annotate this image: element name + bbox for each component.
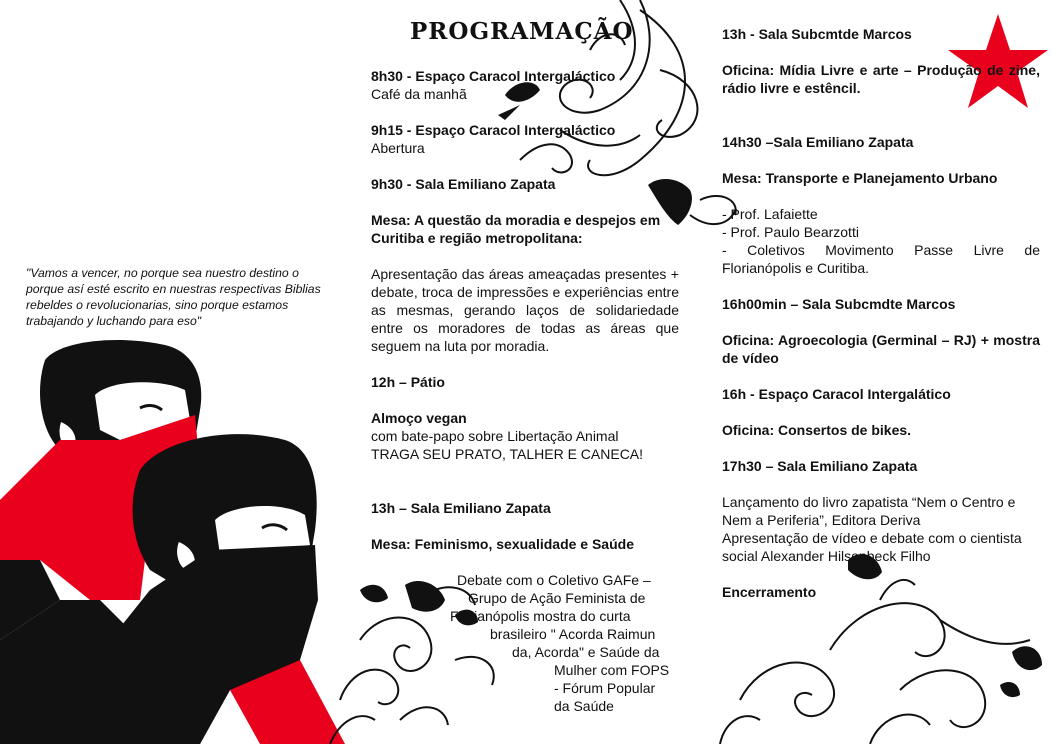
speaker-item: - Coletivos Movimento Passe Livre de Florianópolis e Curitiba.: [722, 242, 1040, 276]
session-heading: 16h - Espaço Caracol Intergalático: [722, 386, 951, 402]
session-heading: 12h – Pátio: [371, 374, 445, 390]
closing-label: Encerramento: [722, 584, 817, 600]
session-line: com bate-papo sobre Libertação Animal: [371, 428, 619, 444]
session-title: Oficina: Consertos de bikes.: [722, 422, 912, 438]
description-line: Debate com o Coletivo GAFe –: [457, 572, 651, 588]
session-title: Mesa: A questão da moradia e despejos em Curitiba e região metropolitana:: [371, 212, 661, 246]
zapatista-quote: "Vamos a vencer, no porque sea nuestro destino o porque así esté escrito en nuestras respectivas Biblias rebeldes o revolucionarias, sino porque estamos trabajando y luchando para eso": [26, 266, 321, 328]
session-heading: 17h30 – Sala Emiliano Zapata: [722, 458, 918, 474]
session-line: TRAGA SEU PRATO, TALHER E CANECA!: [371, 446, 644, 462]
description-line: Florianópolis mostra do curta: [450, 608, 631, 624]
description-line: Grupo de Ação Feminista de: [468, 590, 646, 606]
description-line: - Fórum Popular: [554, 680, 656, 696]
feminism-description: [430, 571, 670, 715]
description-line: da, Acorda" e Saúde da: [512, 644, 660, 660]
session-heading: 9h15 - Espaço Caracol Intergaláctico: [371, 122, 616, 138]
session-title: Mesa: Transporte e Planejamento Urbano: [722, 170, 998, 186]
speaker-item: - Prof. Lafaiette: [722, 206, 818, 222]
session-title: Almoço vegan: [371, 410, 467, 426]
session-heading: 13h – Sala Emiliano Zapata: [371, 500, 551, 516]
description-line: da Saúde: [554, 698, 614, 714]
session-description: Apresentação de vídeo e debate com o cientista social Alexander Hilsenbeck Filho: [722, 530, 1022, 564]
session-title: Mesa: Feminismo, sexualidade e Saúde: [371, 536, 634, 552]
session-line: Café da manhã: [371, 86, 467, 102]
page-title: PROGRAMAÇÃO: [410, 18, 634, 45]
session-title: Oficina: Mídia Livre e arte – Produção de zine, rádio livre e estêncil.: [722, 62, 1040, 96]
session-line: Abertura: [371, 140, 425, 156]
description-line: brasileiro " Acorda Raimun: [490, 626, 656, 642]
speaker-item: - Prof. Paulo Bearzotti: [722, 224, 859, 240]
session-heading: 13h - Sala Subcmtde Marcos: [722, 26, 912, 42]
description-line: Mulher com FOPS: [554, 662, 670, 678]
schedule-column-right: [722, 25, 1040, 601]
session-heading: 16h00min – Sala Subcmdte Marcos: [722, 296, 956, 312]
session-heading: 14h30 –Sala Emiliano Zapata: [722, 134, 914, 150]
session-heading: 8h30 - Espaço Caracol Intergaláctico: [371, 68, 616, 84]
session-title: Oficina: Agroecologia (Germinal – RJ) + mostra de vídeo: [722, 332, 1040, 366]
zapatista-figures-illustration: [0, 340, 345, 744]
session-description: Lançamento do livro zapatista “Nem o Centro e Nem a Periferia”, Editora Deriva: [722, 494, 1016, 528]
session-heading: 9h30 - Sala Emiliano Zapata: [371, 176, 556, 192]
session-description: Apresentação das áreas ameaçadas presentes + debate, troca de impressões e experiências entre as mesmas, gerando laços de solidariedade entre os moradores de todas as áreas que seguem na luta por moradia.: [371, 266, 679, 354]
schedule-column-middle: [371, 67, 679, 553]
floral-ornament-right: [720, 580, 1030, 744]
